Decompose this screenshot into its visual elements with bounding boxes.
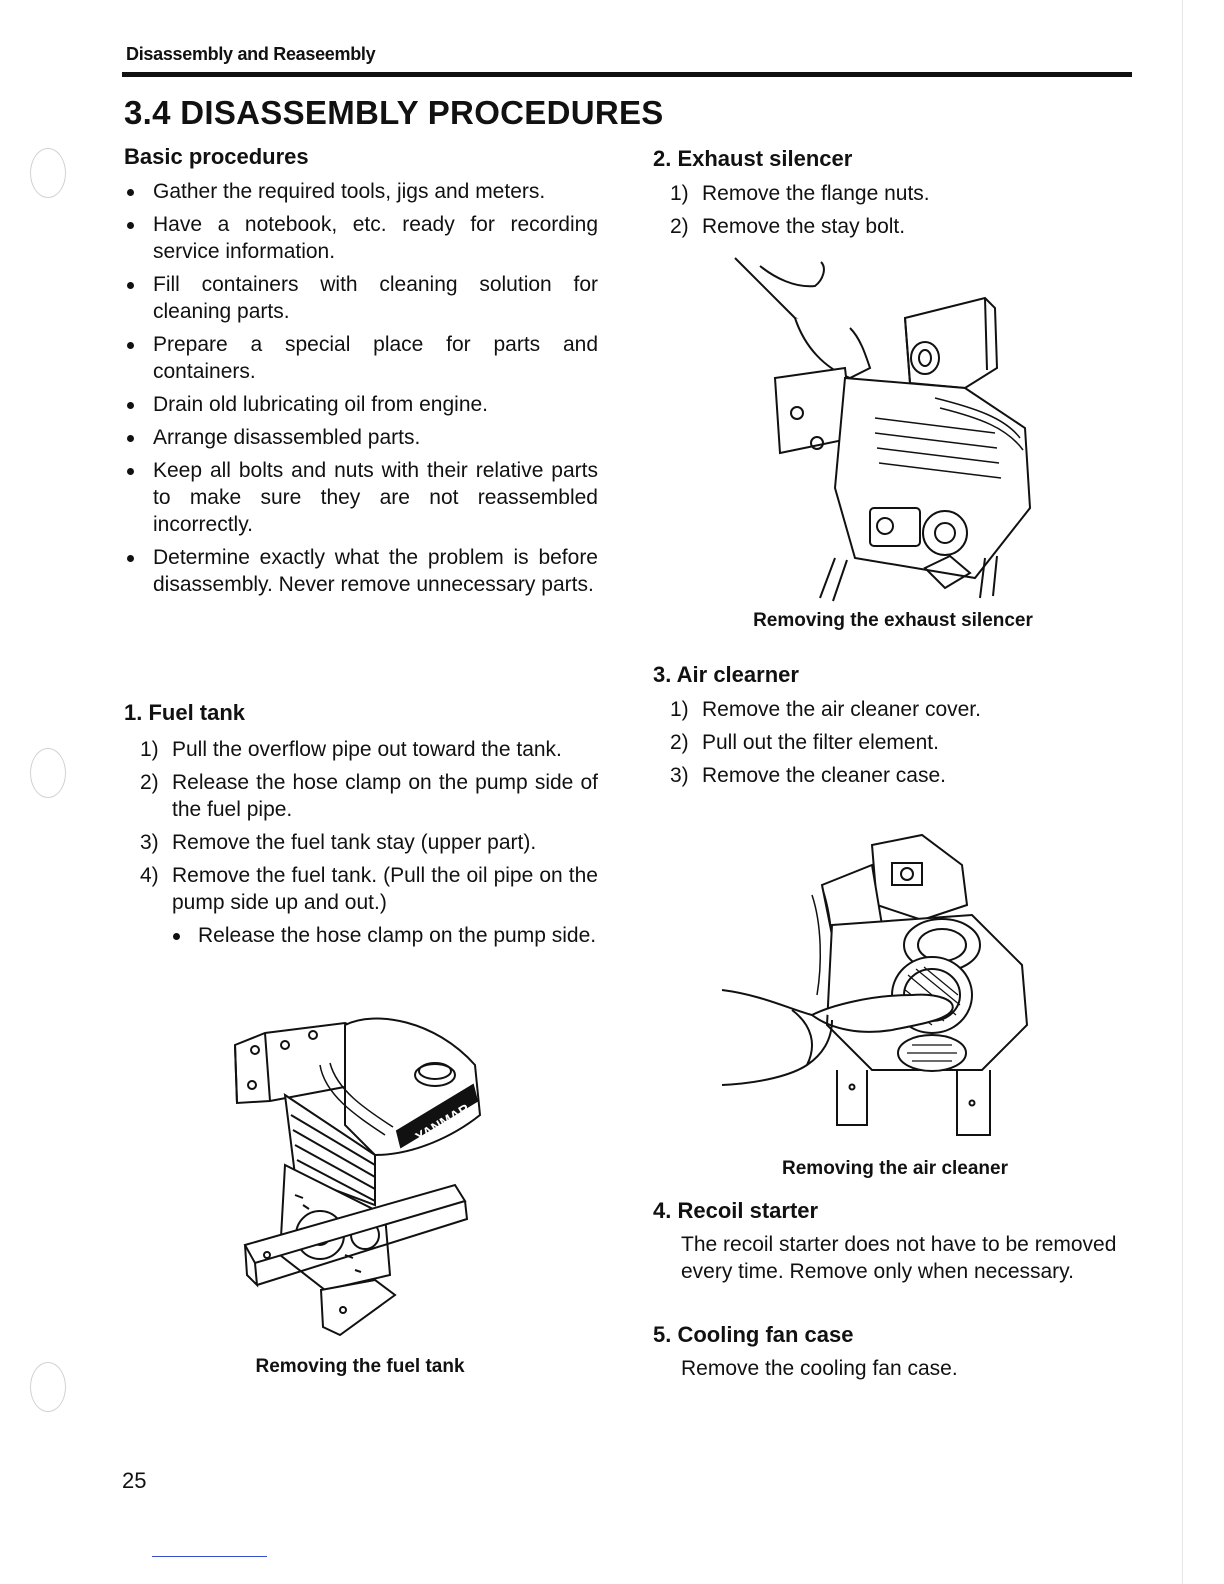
punch-hole-mark (30, 148, 66, 198)
step-item: 2) Pull out the filter element. (670, 731, 939, 754)
sub-bullet-item: Release the hose clamp on the pump side. (172, 922, 598, 949)
page-edge-line (1182, 0, 1183, 1584)
exhaust-silencer-steps-block (670, 180, 1130, 246)
section-title: 3.4 DISASSEMBLY PROCEDURES (124, 94, 664, 131)
running-header: Disassembly and Reaseembly (126, 44, 376, 64)
fuel-tank-heading: 1. Fuel tank (124, 700, 246, 725)
bottom-rule (152, 1556, 267, 1557)
list-item: Prepare a special place for parts and containers. (126, 331, 598, 385)
step-item: 3) Remove the cleaner case. (670, 764, 946, 787)
step-item: 2) Remove the stay bolt. (670, 215, 906, 238)
exhaust-silencer-caption: Removing the exhaust silencer (753, 610, 1033, 631)
list-item: Gather the required tools, jigs and meters. (126, 178, 598, 205)
step-item: 1) Remove the flange nuts. (670, 182, 930, 205)
step-item: 1) Pull the overflow pipe out toward the tank. (140, 738, 562, 761)
air-cleaner-illustration (722, 825, 1032, 1140)
list-item: Drain old lubricating oil from engine. (126, 391, 598, 418)
list-item: Determine exactly what the problem is before disassembly. Never remove unnecessary parts. (126, 544, 598, 598)
step-item: 3) Remove the fuel tank stay (upper part). (140, 831, 537, 854)
step-item: 1) Remove the air cleaner cover. (670, 698, 981, 721)
list-item: Have a notebook, etc. ready for recording service information. (126, 211, 598, 265)
exhaust-silencer-heading: 2. Exhaust silencer (653, 146, 853, 171)
basic-procedures-heading: Basic procedures (124, 144, 309, 169)
yanmar-brand-plate: YANMAR (412, 1100, 473, 1146)
air-cleaner-steps-block (670, 696, 1130, 795)
fuel-tank-caption: Removing the fuel tank (255, 1356, 465, 1377)
air-cleaner-caption: Removing the air cleaner (782, 1158, 1008, 1179)
punch-hole-mark (30, 748, 66, 798)
fuel-tank-illustration (225, 1005, 485, 1345)
list-item: Arrange disassembled parts. (126, 424, 598, 451)
recoil-starter-text: The recoil starter does not have to be removed every time. Remove only when necessary. (681, 1233, 1117, 1283)
step-item: 4) Remove the fuel tank. (Pull the oil pipe on the pump side up and out.) (140, 864, 598, 914)
cooling-fan-case-heading: 5. Cooling fan case (653, 1322, 854, 1347)
fuel-tank-steps-block (140, 736, 598, 949)
punch-hole-mark (30, 1362, 66, 1412)
exhaust-silencer-illustration (735, 258, 1035, 603)
air-cleaner-heading: 3. Air clearner (653, 662, 799, 687)
cooling-fan-case-text: Remove the cooling fan case. (681, 1357, 958, 1380)
basic-procedures-list (126, 178, 598, 604)
list-item: Keep all bolts and nuts with their relative parts to make sure they are not reassembled incorrectly. (126, 457, 598, 538)
header-rule (122, 72, 1132, 77)
step-item: 2) Release the hose clamp on the pump side of the fuel pipe. (140, 771, 598, 821)
recoil-starter-heading: 4. Recoil starter (653, 1198, 819, 1223)
list-item: Fill containers with cleaning solution for cleaning parts. (126, 271, 598, 325)
page-number: 25 (122, 1468, 147, 1493)
